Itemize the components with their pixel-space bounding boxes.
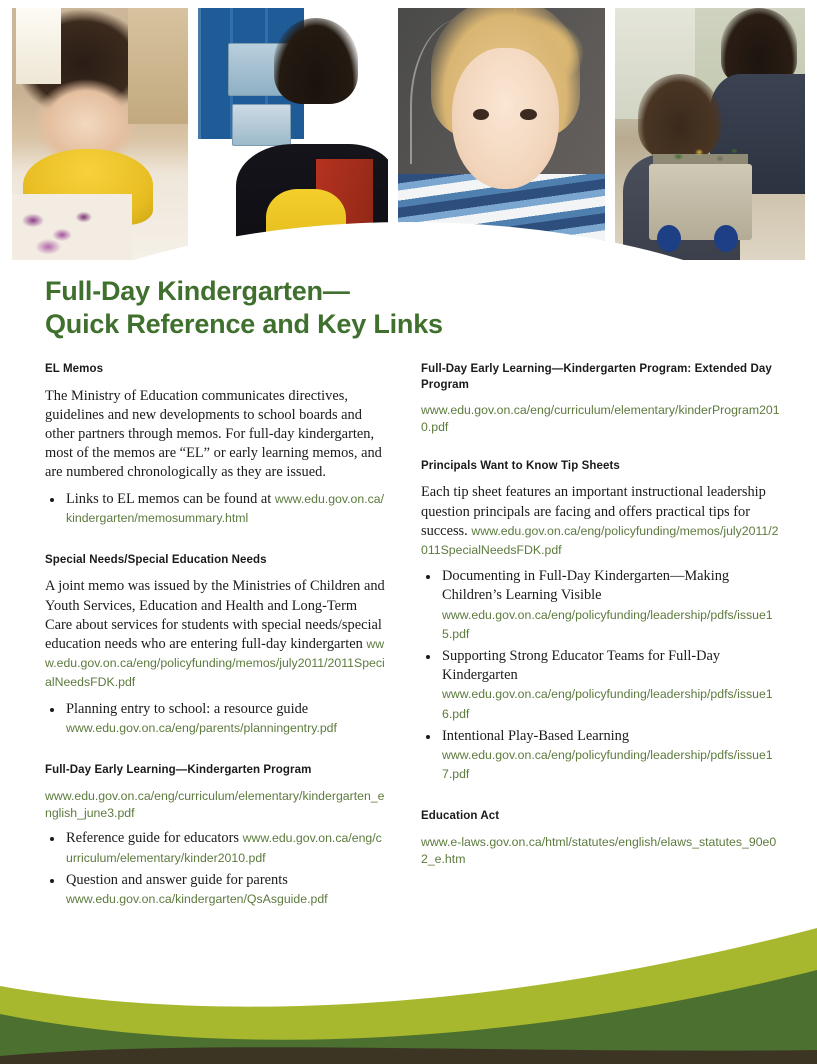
footer-dark-green-wave (0, 970, 817, 1064)
section-paragraph: The Ministry of Education communicates directives, guidelines and new developments to school boards and other partners through memos. For full-day kindergarten, most of the memos are “EL” or early learning memos, and are numbered chronologically as they are issued. (45, 387, 382, 481)
paragraph-text: Each tip sheet features an important instructional leadership question principals are facing and offers practical tips for success. (421, 484, 766, 539)
bullet-text: Planning entry to school: a resource guide (66, 700, 309, 717)
list-item (421, 567, 781, 644)
bullet-list (45, 829, 385, 909)
link-url[interactable]: www.edu.gov.on.ca/kindergarten/memosummary.html (66, 491, 385, 525)
list-item (45, 490, 385, 528)
link-url[interactable]: www.edu.gov.on.ca/kindergarten/QsAsguide.pdf (66, 891, 328, 906)
bullet-text: Links to EL memos can be found at (66, 490, 275, 507)
list-item (421, 727, 781, 785)
link-url[interactable]: www.edu.gov.on.ca/eng/policyfunding/leadership/pdfs/issue17.pdf (442, 747, 773, 782)
bullet-text: Supporting Strong Educator Teams for Full-Day Kindergarten (442, 647, 721, 684)
link-url[interactable]: www.e-laws.gov.on.ca/html/statutes/english/elaws_statutes_90e02_e.htm (421, 834, 777, 867)
link-url[interactable]: www.edu.gov.on.ca/eng/policyfunding/leadership/pdfs/issue15.pdf (442, 607, 773, 641)
bullet-list (421, 567, 781, 784)
section-fdelk-program (45, 763, 385, 909)
section-education-act (421, 809, 781, 868)
footer-brown-wave (0, 1047, 817, 1064)
link-url[interactable]: www.edu.gov.on.ca/eng/curriculum/elementary/kindergarten_english_june3.pdf (45, 788, 385, 820)
left-column (45, 362, 385, 912)
page-title (45, 275, 645, 341)
photo-banner (0, 0, 817, 268)
section-heading: Full-Day Early Learning—Kindergarten Program (45, 764, 312, 777)
bullet-list (45, 700, 385, 738)
list-item (45, 871, 385, 909)
section-heading: Principals Want to Know Tip Sheets (421, 459, 620, 472)
banner-photo-girl-painting (12, 8, 188, 260)
page-title-line-2: Quick Reference and Key Links (45, 309, 443, 339)
bullet-list (45, 490, 385, 528)
section-el-memos (45, 362, 385, 528)
list-item (421, 647, 781, 724)
section-principals-tip-sheets (421, 459, 781, 785)
bullet-text: Question and answer guide for parents (66, 871, 288, 888)
bullet-text: Reference guide for educators (66, 830, 243, 847)
page-title-line-1: Full-Day Kindergarten— (45, 276, 350, 306)
section-paragraph (45, 577, 385, 692)
link-url[interactable]: www.edu.gov.on.ca/eng/parents/planningentry.pdf (66, 720, 337, 735)
list-item (45, 700, 385, 738)
section-special-needs (45, 553, 385, 738)
footer-decoration (0, 904, 817, 1064)
link-url[interactable]: www.edu.gov.on.ca/eng/policyfunding/memos/july2011/2011SpecialNeedsFDK.pdf (421, 523, 779, 557)
section-paragraph (421, 483, 781, 560)
bullet-text: Documenting in Full-Day Kindergarten—Making Children’s Learning Visible (442, 568, 730, 604)
section-heading: Special Needs/Special Education Needs (45, 553, 267, 566)
section-heading: Full-Day Early Learning—Kindergarten Program: Extended Day Program (421, 363, 772, 391)
right-column (421, 362, 781, 869)
list-item (45, 829, 385, 867)
link-url[interactable]: www.edu.gov.on.ca/eng/curriculum/elementary/kinderProgram2010.pdf (421, 403, 780, 435)
footer-light-green-wave (0, 928, 817, 1064)
link-url[interactable]: www.edu.gov.on.ca/eng/curriculum/elementary/kinder2010.pdf (66, 831, 382, 865)
paragraph-text: A joint memo was issued by the Ministries of Children and Youth Services, Education and Health and Long-Term Care about services for students with special needs/special education needs who are entering full-day kindergarten (45, 578, 385, 653)
section-heading: Education Act (421, 810, 500, 823)
link-url[interactable]: www.edu.gov.on.ca/eng/policyfunding/leadership/pdfs/issue16.pdf (442, 687, 773, 721)
bullet-text: Intentional Play-Based Learning (442, 727, 630, 744)
section-extended-day-program (421, 362, 781, 437)
link-url[interactable]: www.edu.gov.on.ca/eng/policyfunding/memos/july2011/2011SpecialNeedsFDK.pdf (45, 637, 385, 690)
section-heading: EL Memos (45, 363, 104, 375)
banner-photo-boys-playing (615, 8, 805, 260)
